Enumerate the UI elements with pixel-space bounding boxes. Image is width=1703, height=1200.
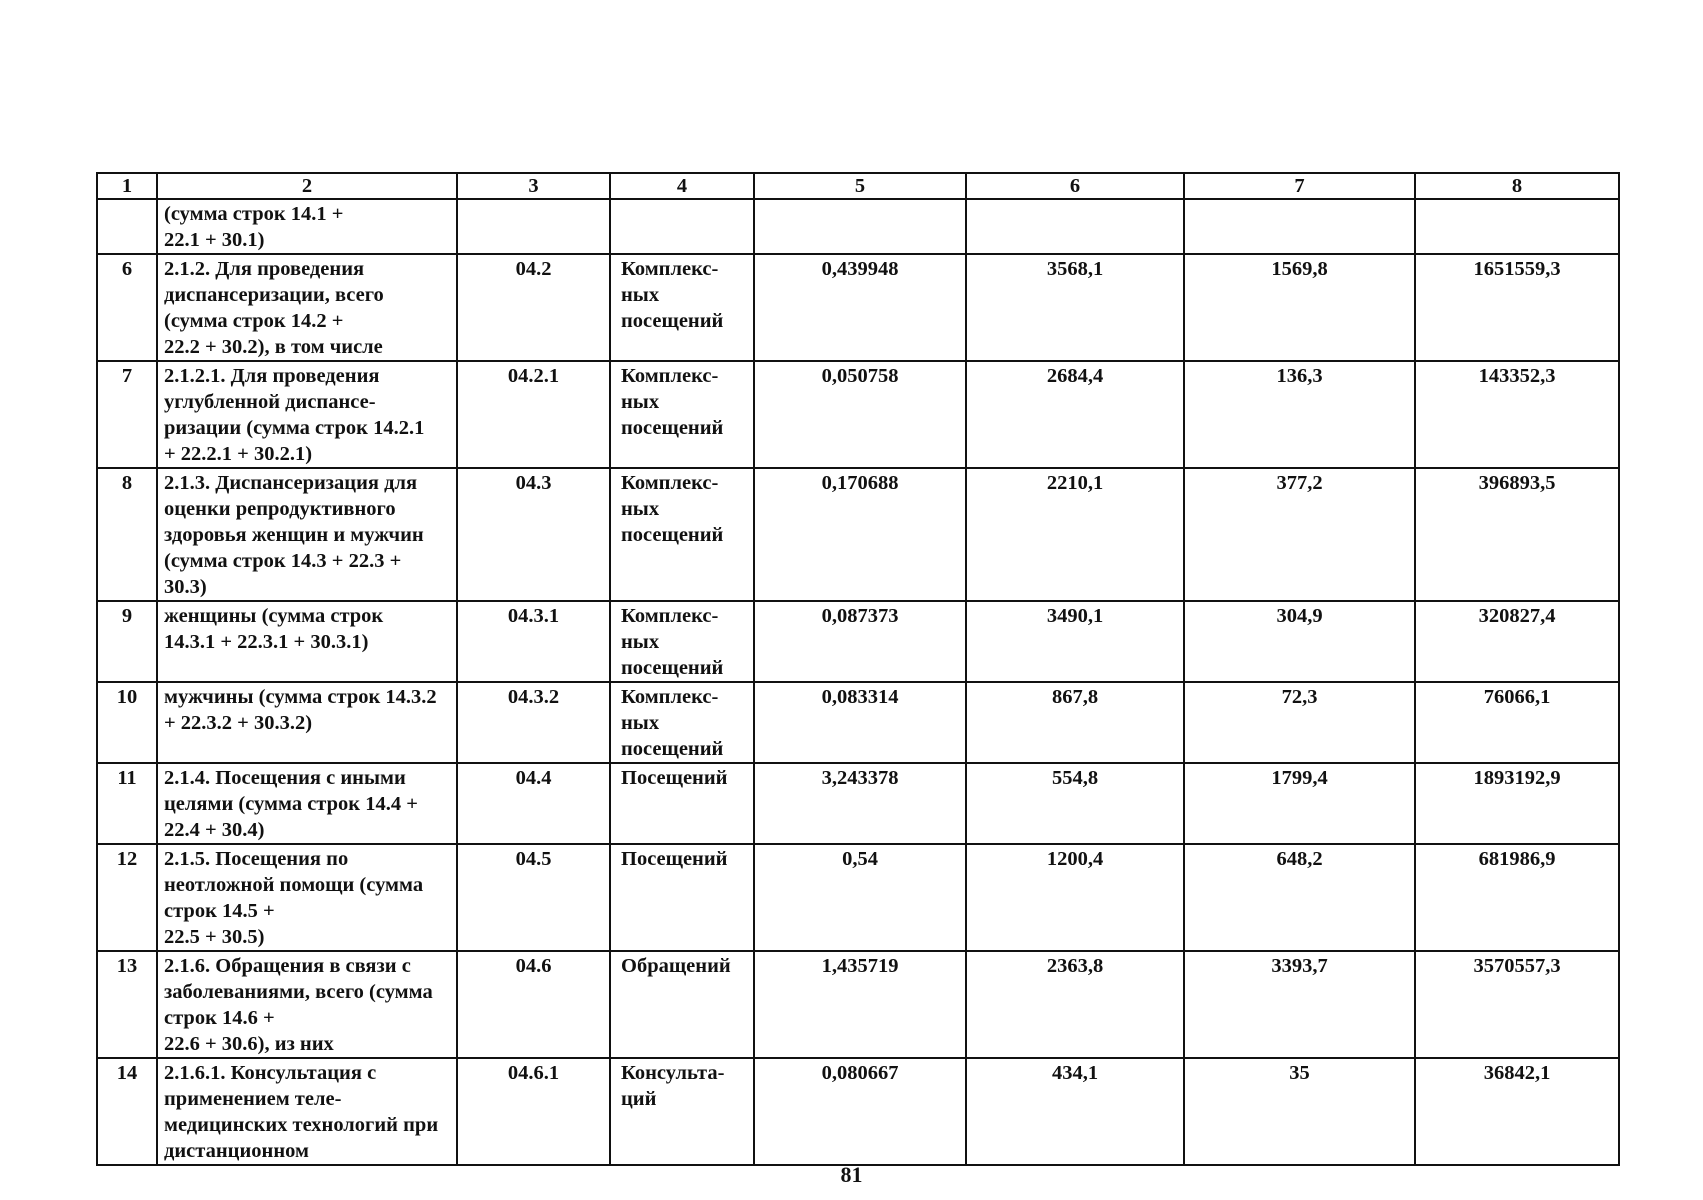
row-code: 04.3.2 [457,682,610,763]
cell-col6: 2363,8 [966,951,1184,1058]
table-header-row [97,173,1619,199]
row-name: мужчины (сумма строк 14.3.2 + 22.3.2 + 30.3.2) [157,682,457,763]
cell-col8: 396893,5 [1415,468,1619,601]
row-number: 10 [97,682,157,763]
row-unit [610,199,754,254]
cell-col8: 320827,4 [1415,601,1619,682]
cell-col7 [1184,199,1415,254]
cell-col7: 35 [1184,1058,1415,1165]
cell-col6: 554,8 [966,763,1184,844]
row-number: 13 [97,951,157,1058]
cell-col5: 0,170688 [754,468,966,601]
cell-col8: 1893192,9 [1415,763,1619,844]
page-number: 81 [840,1162,863,1187]
row-name: 2.1.2.1. Для проведения углубленной диспансе- ризации (сумма строк 14.2.1 + 22.2.1 + 30.2.1) [157,361,457,468]
row-name: (сумма строк 14.1 + 22.1 + 30.1) [157,199,457,254]
cell-col7: 1569,8 [1184,254,1415,361]
row-unit: Консульта- ций [610,1058,754,1165]
row-number: 8 [97,468,157,601]
cell-col7: 72,3 [1184,682,1415,763]
row-name: 2.1.6. Обращения в связи с заболеваниями, всего (сумма строк 14.6 + 22.6 + 30.6), из них [157,951,457,1058]
row-unit: Обращений [610,951,754,1058]
cell-col7: 3393,7 [1184,951,1415,1058]
row-number: 14 [97,1058,157,1165]
row-code: 04.5 [457,844,610,951]
row-name: 2.1.6.1. Консультация с применением теле- медицинских технологий при дистанционном [157,1058,457,1165]
cell-col5: 0,050758 [754,361,966,468]
row-unit: Комплекс- ных посещений [610,682,754,763]
row-name: 2.1.2. Для проведения диспансеризации, всего (сумма строк 14.2 + 22.2 + 30.2), в том числе [157,254,457,361]
cell-col8: 681986,9 [1415,844,1619,951]
row-number: 7 [97,361,157,468]
cell-col6: 867,8 [966,682,1184,763]
row-code: 04.2 [457,254,610,361]
row-code: 04.3.1 [457,601,610,682]
data-table [96,172,1620,1166]
table-row [97,763,1619,844]
column-number-header: 1 [97,173,157,199]
row-code [457,199,610,254]
cell-col7: 1799,4 [1184,763,1415,844]
cell-col5: 0,080667 [754,1058,966,1165]
column-number-header: 8 [1415,173,1619,199]
row-unit: Комплекс- ных посещений [610,254,754,361]
cell-col7: 304,9 [1184,601,1415,682]
row-name: 2.1.3. Диспансеризация для оценки репродуктивного здоровья женщин и мужчин (сумма строк 14.3 + 22.3 + 30.3) [157,468,457,601]
cell-col8: 76066,1 [1415,682,1619,763]
row-code: 04.6 [457,951,610,1058]
cell-col8: 143352,3 [1415,361,1619,468]
table-row [97,601,1619,682]
row-number: 12 [97,844,157,951]
row-name: женщины (сумма строк 14.3.1 + 22.3.1 + 30.3.1) [157,601,457,682]
row-unit: Комплекс- ных посещений [610,468,754,601]
cell-col8: 36842,1 [1415,1058,1619,1165]
cell-col8: 1651559,3 [1415,254,1619,361]
column-number-header: 2 [157,173,457,199]
row-name: 2.1.5. Посещения по неотложной помощи (сумма строк 14.5 + 22.5 + 30.5) [157,844,457,951]
column-number-header: 3 [457,173,610,199]
row-number: 11 [97,763,157,844]
row-unit: Комплекс- ных посещений [610,601,754,682]
row-code: 04.2.1 [457,361,610,468]
column-number-header: 5 [754,173,966,199]
cell-col5: 3,243378 [754,763,966,844]
table-row [97,468,1619,601]
table-row [97,1058,1619,1165]
table-row [97,951,1619,1058]
table-row [97,254,1619,361]
cell-col7: 648,2 [1184,844,1415,951]
cell-col5: 0,083314 [754,682,966,763]
cell-col8: 3570557,3 [1415,951,1619,1058]
cell-col6: 434,1 [966,1058,1184,1165]
cell-col7: 377,2 [1184,468,1415,601]
cell-col5: 0,087373 [754,601,966,682]
row-name: 2.1.4. Посещения с иными целями (сумма строк 14.4 + 22.4 + 30.4) [157,763,457,844]
cell-col6: 3490,1 [966,601,1184,682]
cell-col5: 0,54 [754,844,966,951]
cell-col6: 2210,1 [966,468,1184,601]
cell-col5: 1,435719 [754,951,966,1058]
cell-col6: 2684,4 [966,361,1184,468]
row-number: 9 [97,601,157,682]
table-row [97,844,1619,951]
row-unit: Посещений [610,844,754,951]
row-number: 6 [97,254,157,361]
row-code: 04.4 [457,763,610,844]
column-number-header: 4 [610,173,754,199]
cell-col5: 0,439948 [754,254,966,361]
cell-col6 [966,199,1184,254]
row-unit: Комплекс- ных посещений [610,361,754,468]
row-code: 04.6.1 [457,1058,610,1165]
row-unit: Посещений [610,763,754,844]
row-code: 04.3 [457,468,610,601]
row-number [97,199,157,254]
table-row [97,682,1619,763]
column-number-header: 7 [1184,173,1415,199]
cell-col7: 136,3 [1184,361,1415,468]
table-row [97,199,1619,254]
table-row [97,361,1619,468]
cell-col6: 3568,1 [966,254,1184,361]
cell-col8 [1415,199,1619,254]
cell-col5 [754,199,966,254]
column-number-header: 6 [966,173,1184,199]
cell-col6: 1200,4 [966,844,1184,951]
